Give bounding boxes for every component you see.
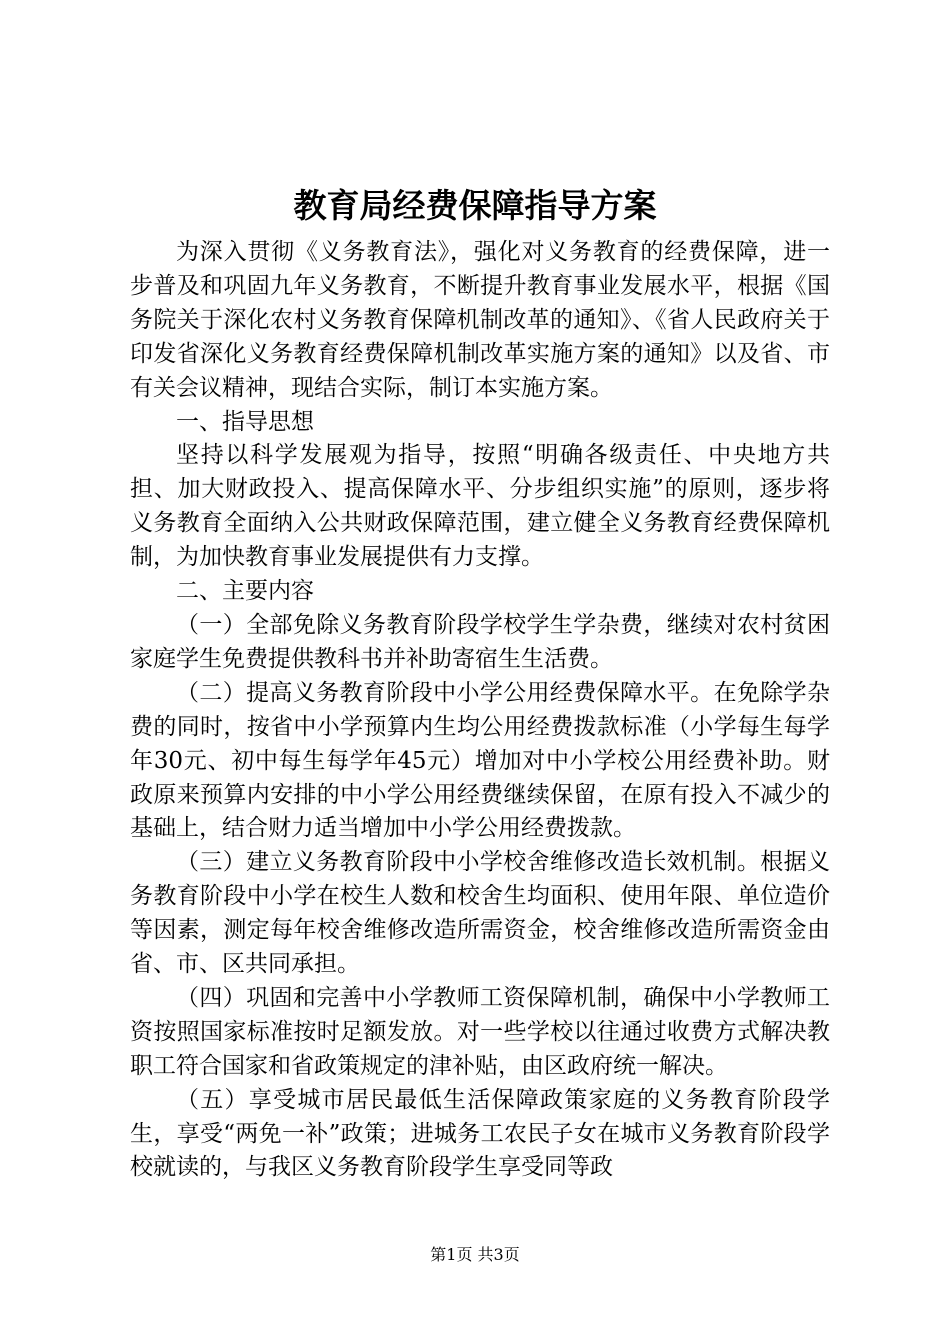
paragraph-item-3: （三）建立义务教育阶段中小学校舍维修改造长效机制。根据义务教育阶段中小学在校生人数和校舍生均面积、使用年限、单位造价等因素，测定每年校舍维修改造所需资金，校舍维修改造所需资金由省、市、区共同承担。	[130, 849, 830, 978]
paragraph-intro: 为深入贯彻《义务教育法》，强化对义务教育的经费保障，进一步普及和巩固九年义务教育，不断提升教育事业发展水平，根据《国务院关于深化农村义务教育保障机制改革的通知》、《省人民政府关于印发省深化义务教育经费保障机制改革实施方案的通知》以及省、市有关会议精神，现结合实际，制订本实施方案。	[130, 239, 830, 401]
page-number-footer: 第1页 共3页	[430, 1245, 520, 1264]
section-heading-main-content: 二、主要内容	[176, 578, 314, 605]
paragraph-guiding-ideology: 坚持以科学发展观为指导，按照“明确各级责任、中央地方共担、加大财政投入、提高保障水平、分步组织实施”的原则，逐步将义务教育全面纳入公共财政保障范围，建立健全义务教育经费保障机制，为加快教育事业发展提供有力支撑。	[130, 442, 830, 571]
document-title: 教育局经费保障指导方案	[293, 186, 657, 225]
document-body	[130, 236, 830, 1185]
paragraph-item-2: （二）提高义务教育阶段中小学公用经费保障水平。在免除学杂费的同时，按省中小学预算内生均公用经费拨款标准（小学每生每学年30元、初中每生每学年45元）增加对中小学校公用经费补助。财政原来预算内安排的中小学公用经费继续保留，在原有投入不减少的基础上，结合财力适当增加中小学公用经费拨款。	[130, 679, 830, 842]
section-heading-guiding-ideology: 一、指导思想	[176, 408, 314, 435]
paragraph-item-1: （一）全部免除义务教育阶段学校学生学杂费，继续对农村贫困家庭学生免费提供教科书并补助寄宿生生活费。	[130, 611, 830, 672]
paragraph-item-5: （五）享受城市居民最低生活保障政策家庭的义务教育阶段学生，享受“两免一补”政策；进城务工农民子女在城市义务教育阶段学校就读的，与我区义务教育阶段学生享受同等政	[130, 1086, 830, 1181]
paragraph-item-4: （四）巩固和完善中小学教师工资保障机制，确保中小学教师工资按照国家标准按时足额发放。对一些学校以往通过收费方式解决教职工符合国家和省政策规定的津补贴，由区政府统一解决。	[130, 984, 830, 1079]
